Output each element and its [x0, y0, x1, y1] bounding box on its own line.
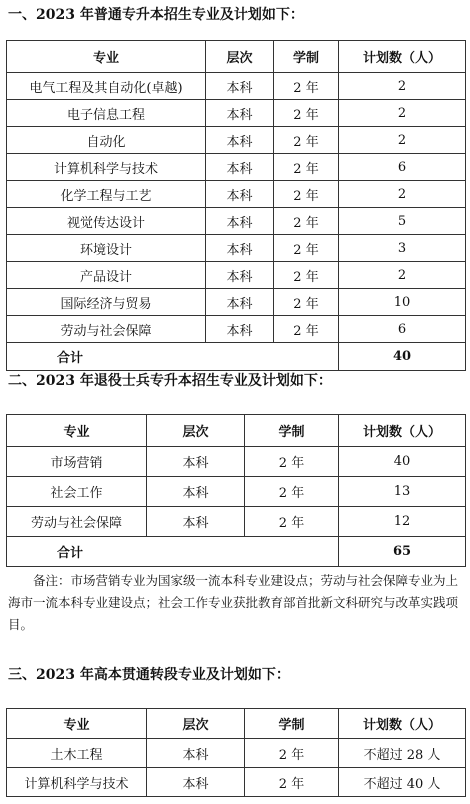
- major-cell: 社会工作: [7, 477, 147, 507]
- level-cell: 本科: [206, 73, 274, 100]
- major-cell: 计算机科学与技术: [7, 154, 206, 181]
- duration-cell: 2 年: [274, 208, 339, 235]
- duration-cell: 2 年: [274, 100, 339, 127]
- quota-cell: 不超过 40 人: [339, 768, 466, 797]
- major-cell: 电子信息工程: [7, 100, 206, 127]
- table-row: [7, 73, 466, 100]
- table-header-row: [7, 709, 466, 739]
- level-cell: 本科: [147, 739, 245, 768]
- duration-cell: 2 年: [274, 181, 339, 208]
- column-header: 计划数（人）: [339, 415, 466, 447]
- quota-cell: 40: [339, 447, 466, 477]
- quota-cell: 2: [339, 181, 466, 208]
- quota-cell: 2: [339, 100, 466, 127]
- level-cell: 本科: [206, 100, 274, 127]
- table-row: [7, 507, 466, 537]
- quota-cell: 不超过 28 人: [339, 739, 466, 768]
- section3-heading: 三、2023 年高本贯通转段专业及计划如下：: [8, 667, 290, 683]
- column-header: 计划数（人）: [339, 709, 466, 739]
- section2-heading: 二、2023 年退役士兵专升本招生专业及计划如下：: [8, 373, 332, 389]
- duration-cell: 2 年: [274, 127, 339, 154]
- table-row: [7, 739, 466, 768]
- level-cell: 本科: [147, 768, 245, 797]
- major-cell: 自动化: [7, 127, 206, 154]
- column-header: 层次: [206, 41, 274, 73]
- major-cell: 电气工程及其自动化(卓越): [7, 73, 206, 100]
- section3-table: [6, 708, 466, 797]
- table-row: [7, 100, 466, 127]
- quota-cell: 2: [339, 262, 466, 289]
- duration-cell: 2 年: [274, 235, 339, 262]
- table-row: [7, 289, 466, 316]
- table-row: [7, 477, 466, 507]
- level-cell: 本科: [206, 154, 274, 181]
- total-label: 合计: [7, 537, 339, 567]
- table-row: [7, 208, 466, 235]
- column-header: 专业: [7, 415, 147, 447]
- table-row: [7, 262, 466, 289]
- section1-heading: 一、2023 年普通专升本招生专业及计划如下：: [8, 7, 304, 23]
- total-label: 合计: [7, 343, 339, 371]
- quota-cell: 3: [339, 235, 466, 262]
- section2-note: 备注：市场营销专业为国家级一流本科专业建设点；劳动与社会保障专业为上海市一流本科专业建设点；社会工作专业获批教育部首批新文科研究与改革实践项目。: [8, 573, 459, 632]
- column-header: 学制: [245, 709, 339, 739]
- duration-cell: 2 年: [274, 73, 339, 100]
- level-cell: 本科: [206, 262, 274, 289]
- table-row: [7, 316, 466, 343]
- duration-cell: 2 年: [274, 262, 339, 289]
- duration-cell: 2 年: [245, 507, 339, 537]
- table-row: [7, 768, 466, 797]
- quota-cell: 10: [339, 289, 466, 316]
- duration-cell: 2 年: [245, 739, 339, 768]
- duration-cell: 2 年: [245, 477, 339, 507]
- total-value: 65: [339, 537, 466, 567]
- duration-cell: 2 年: [274, 154, 339, 181]
- duration-cell: 2 年: [274, 289, 339, 316]
- column-header: 专业: [7, 709, 147, 739]
- quota-cell: 13: [339, 477, 466, 507]
- table-header-row: [7, 41, 466, 73]
- duration-cell: 2 年: [274, 316, 339, 343]
- level-cell: 本科: [206, 316, 274, 343]
- level-cell: 本科: [206, 289, 274, 316]
- major-cell: 化学工程与工艺: [7, 181, 206, 208]
- quota-cell: 6: [339, 154, 466, 181]
- table-row: [7, 447, 466, 477]
- level-cell: 本科: [206, 208, 274, 235]
- duration-cell: 2 年: [245, 447, 339, 477]
- column-header: 学制: [245, 415, 339, 447]
- major-cell: 视觉传达设计: [7, 208, 206, 235]
- column-header: 层次: [147, 415, 245, 447]
- major-cell: 产品设计: [7, 262, 206, 289]
- column-header: 计划数（人）: [339, 41, 466, 73]
- level-cell: 本科: [147, 477, 245, 507]
- level-cell: 本科: [206, 181, 274, 208]
- major-cell: 劳动与社会保障: [7, 316, 206, 343]
- quota-cell: 6: [339, 316, 466, 343]
- table-total-row: [7, 343, 466, 371]
- total-value: 40: [339, 343, 466, 371]
- major-cell: 市场营销: [7, 447, 147, 477]
- major-cell: 计算机科学与技术: [7, 768, 147, 797]
- column-header: 学制: [274, 41, 339, 73]
- table-row: [7, 181, 466, 208]
- major-cell: 劳动与社会保障: [7, 507, 147, 537]
- duration-cell: 2 年: [245, 768, 339, 797]
- level-cell: 本科: [206, 235, 274, 262]
- table-total-row: [7, 537, 466, 567]
- quota-cell: 12: [339, 507, 466, 537]
- major-cell: 环境设计: [7, 235, 206, 262]
- column-header: 层次: [147, 709, 245, 739]
- table-row: [7, 154, 466, 181]
- level-cell: 本科: [147, 507, 245, 537]
- table-row: [7, 127, 466, 154]
- level-cell: 本科: [147, 447, 245, 477]
- table-header-row: [7, 415, 466, 447]
- section1-table: [6, 40, 466, 371]
- major-cell: 国际经济与贸易: [7, 289, 206, 316]
- quota-cell: 2: [339, 127, 466, 154]
- column-header: 专业: [7, 41, 206, 73]
- quota-cell: 2: [339, 73, 466, 100]
- quota-cell: 5: [339, 208, 466, 235]
- level-cell: 本科: [206, 127, 274, 154]
- major-cell: 土木工程: [7, 739, 147, 768]
- section2-table: [6, 414, 466, 567]
- table-row: [7, 235, 466, 262]
